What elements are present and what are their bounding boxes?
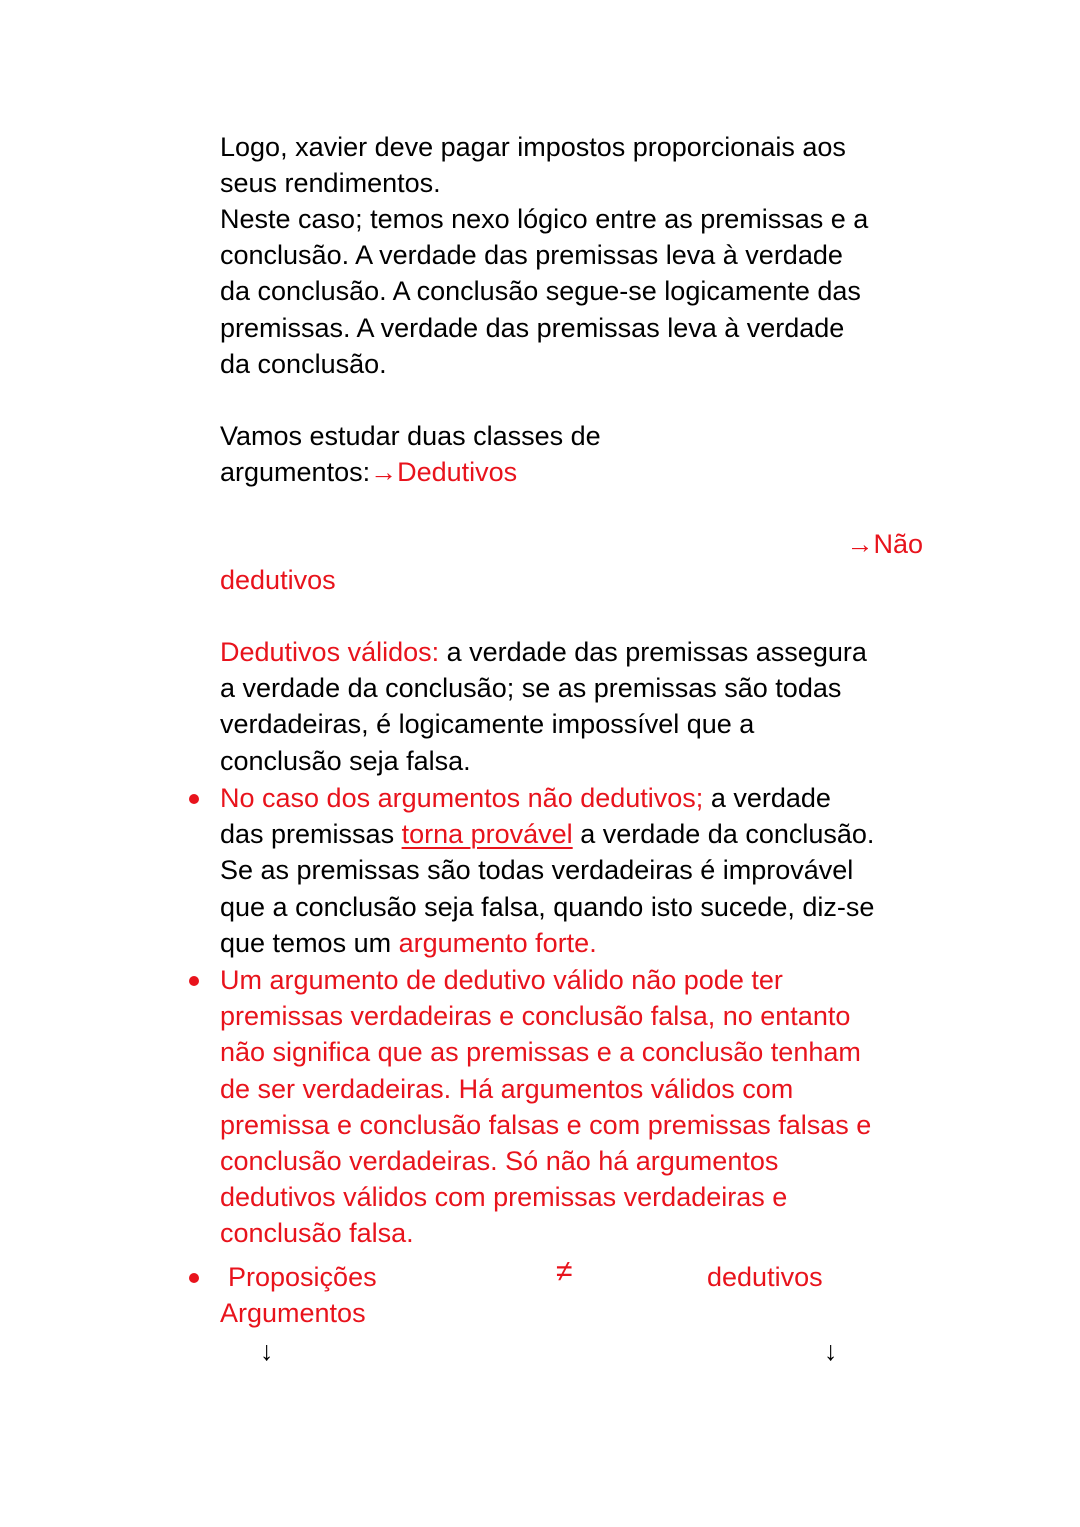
dedutivos-term: dedutivos [707,1262,823,1292]
down-arrow-icon: ↓ [824,1336,838,1366]
arrow-dedutivos: →Dedutivos [370,457,518,488]
text-line: de ser verdadeiras. Há argumentos válidos com [220,1073,794,1104]
bullet-icon [189,794,199,804]
text-line [220,634,930,670]
torna-provavel-emphasis: torna provável [401,819,573,850]
proposicoes-term: Proposições [228,1262,377,1292]
text-line: premissa e conclusão falsas e com premissas falsas e [220,1109,872,1140]
text-line: Um argumento de dedutivo válido não pode ter [220,965,783,995]
down-arrow-icon: ↓ [260,1336,274,1366]
text-line: Neste caso; temos nexo lógico entre as premissas e a [220,204,869,234]
text-line: conclusão. A verdade das premissas leva à verdade [220,240,843,271]
bullet-dedutivo-valido [220,962,940,1252]
text-line [220,816,940,852]
text-fragment: a verdade das premissas assegura [439,637,867,667]
text-line: premissas verdadeiras e conclusão falsa, no entanto [220,1001,851,1032]
bullet-nao-dedutivos [220,780,940,961]
text-line: verdadeiras, é logicamente impossível que a [220,709,755,740]
not-equal-icon: ≠ [556,1255,573,1288]
text-fragment: a verdade [703,783,831,813]
nao-dedutivos-continuation: dedutivos [220,565,336,595]
text-line: premissas. A verdade das premissas leva à verdade [220,312,845,343]
dedutivos-validos-label: Dedutivos válidos: [220,637,440,667]
text-line: a verdade da conclusão; se as premissas são todas [220,673,842,704]
text-line: conclusão verdadeiras. Só não há argumentos [220,1146,779,1177]
paragraph-logical-nexus [220,201,930,382]
paragraph-conclusion-example [220,129,930,201]
argumentos-label: argumentos: [220,457,371,488]
nao-dedutivos-lead: No caso dos argumentos não dedutivos; [220,783,704,813]
argumentos-term: Argumentos [220,1298,366,1328]
bullet-icon [189,976,199,986]
text-fragment: que temos um [220,927,399,958]
text-line: conclusão seja falsa. [220,745,471,776]
text-line [220,454,930,490]
text-line [220,780,940,816]
text-line: da conclusão. [220,348,387,379]
text-line: dedutivos válidos com premissas verdadeiras e [220,1182,788,1213]
text-line: que a conclusão seja falsa, quando isto sucede, diz-se [220,891,875,922]
text-line: não significa que as premissas e a conclusão tenham [220,1037,861,1068]
text-line: Logo, xavier deve pagar impostos proporcionais aos [220,132,846,162]
text-line [220,925,940,961]
text-line: conclusão falsa. [220,1218,414,1249]
classes-intro [220,418,930,490]
text-line: seus rendimentos. [220,168,441,199]
text-line: Vamos estudar duas classes de [220,421,601,451]
text-fragment: das premissas [220,819,402,850]
text-line: da conclusão. A conclusão segue-se logicamente das [220,276,861,307]
bullet-icon [189,1273,199,1283]
text-line: Se as premissas são todas verdadeiras é improvável [220,855,854,886]
text-fragment: a verdade da conclusão. [572,819,875,850]
argumento-forte-term: argumento forte. [398,927,597,958]
paragraph-dedutivos-validos [220,634,930,779]
arrow-nao-dedutivos: →Não [846,529,923,559]
